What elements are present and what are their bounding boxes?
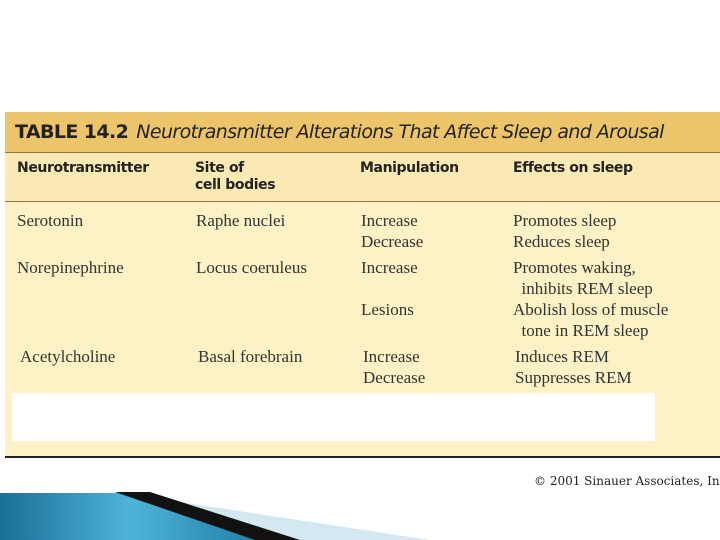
table-header-row xyxy=(5,153,720,202)
cell: Lesions xyxy=(361,300,414,319)
cell: Norepinephrine xyxy=(17,258,124,277)
cell: Decrease xyxy=(361,232,424,251)
cell: Abolish loss of muscle xyxy=(513,300,669,319)
table-image xyxy=(5,112,720,458)
cell: Raphe nuclei xyxy=(196,211,286,230)
slide-decoration xyxy=(0,490,720,540)
table-bottom-rule xyxy=(5,456,720,458)
cell: Serotonin xyxy=(17,211,84,230)
header-site: Site of cell bodies xyxy=(195,160,276,193)
cell: Basal forebrain xyxy=(198,347,303,366)
header-neurotransmitter: Neurotransmitter xyxy=(17,160,149,176)
cell: Increase xyxy=(361,211,418,230)
cell: Increase xyxy=(361,258,418,277)
cell: Reduces sleep xyxy=(513,232,610,251)
header-manipulation: Manipulation xyxy=(360,160,459,176)
cell: Increase xyxy=(363,347,420,366)
cell: Promotes waking, xyxy=(513,258,636,277)
header-effects: Effects on sleep xyxy=(513,160,633,176)
cell: Suppresses REM xyxy=(515,368,632,387)
cell: Acetylcholine xyxy=(20,347,116,366)
table-title-bar xyxy=(5,112,720,153)
cell: inhibits REM sleep xyxy=(513,279,653,298)
table-label: TABLE 14.2 xyxy=(15,121,129,143)
cell: tone in REM sleep xyxy=(513,321,649,340)
cell: Promotes sleep xyxy=(513,211,617,230)
cell: Decrease xyxy=(363,368,426,387)
cell: Induces REM xyxy=(515,347,609,366)
table-title xyxy=(15,121,664,143)
table-title-text: Neurotransmitter Alterations That Affect Sleep and Arousal xyxy=(136,121,664,143)
cell: Locus coeruleus xyxy=(196,258,307,277)
copyright: © 2001 Sinauer Associates, In xyxy=(534,474,720,488)
blank-patch xyxy=(12,393,655,441)
